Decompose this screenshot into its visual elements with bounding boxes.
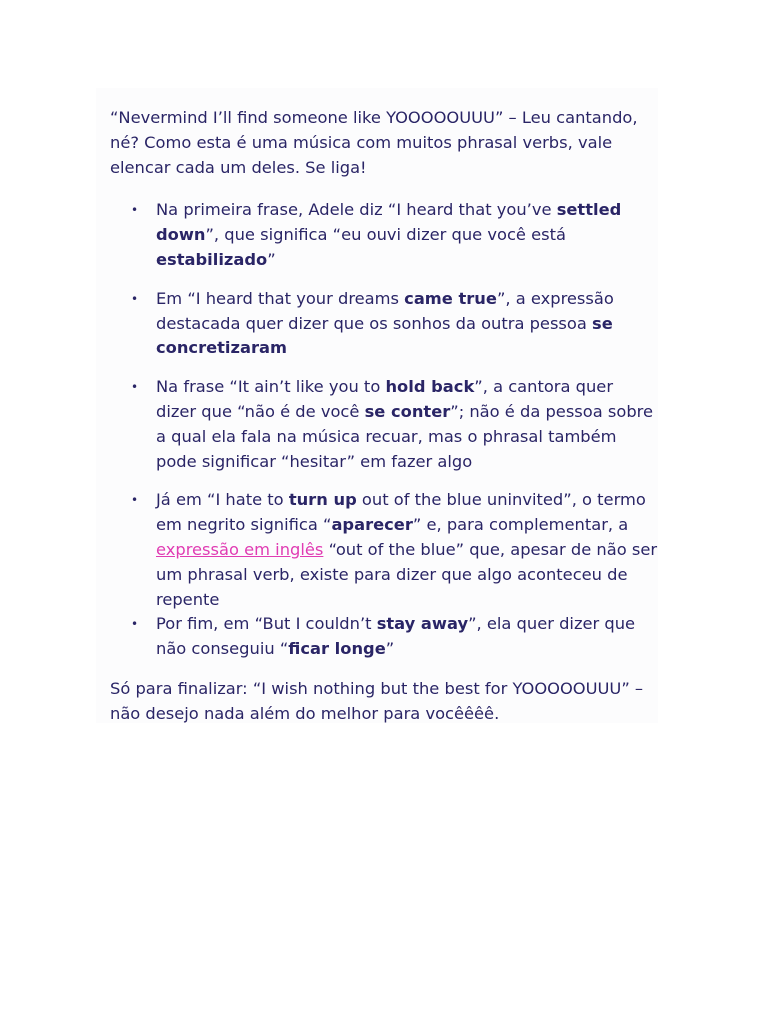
bullet-icon: •: [131, 493, 139, 508]
highlight-term: ficar longe: [288, 639, 386, 659]
bullet-icon: •: [131, 291, 139, 306]
expression-link[interactable]: expressão em inglês: [156, 539, 324, 559]
highlight-term: aparecer: [331, 515, 413, 535]
bullet-icon: •: [131, 617, 139, 632]
list-item: • Na primeira frase, Adele diz “I heard that you’ve settled down”, que significa “eu ouvi dizer que você está estabilizado”: [131, 200, 622, 269]
intro-paragraph: “Nevermind I’ll find someone like YOOOOOUUU” – Leu cantando, né? Como esta é uma música com muitos phrasal verbs, vale elencar cada um deles. Se liga!: [110, 108, 638, 177]
list-item: • Em “I heard that your dreams came true”, a expressão destacada quer dizer que os sonhos da outra pessoa se concretizaram: [131, 288, 614, 358]
phrasal-verbs-list: [110, 198, 658, 662]
article-body: [110, 106, 658, 727]
highlight-term: turn up: [288, 490, 357, 510]
highlight-term: settled down: [156, 200, 622, 245]
outro-paragraph: Só para finalizar: “I wish nothing but the best for YOOOOOUUU” – não desejo nada além do melhor para vocêêêê.: [110, 678, 644, 723]
highlight-term: se conter: [364, 401, 451, 421]
highlight-term: hold back: [385, 377, 475, 397]
list-item: • Na frase “It ain’t like you to hold back”, a cantora quer dizer que “não é de você se conter”; não é da pessoa sobre a qual ela fala na música recuar, mas o phrasal também pode significar “hesitar” em fazer algo: [131, 377, 654, 471]
highlight-term: se concretizaram: [156, 313, 613, 358]
highlight-term: came true: [404, 288, 497, 308]
bullet-icon: •: [131, 380, 139, 395]
bullet-icon: •: [131, 203, 139, 218]
list-item: • Por fim, em “But I couldn’t stay away”, ela quer dizer que não conseguiu “ficar longe”: [131, 614, 636, 659]
list-item: • Já em “I hate to turn up out of the blue uninvited”, o termo em negrito significa “aparecer” e, para complementar, a expressão em inglês “out of the blue” que, apesar de não ser um phrasal verb, existe para dizer que algo aconteceu de repente: [131, 490, 658, 609]
highlight-term: estabilizado: [156, 249, 268, 269]
highlight-term: stay away: [376, 614, 469, 634]
